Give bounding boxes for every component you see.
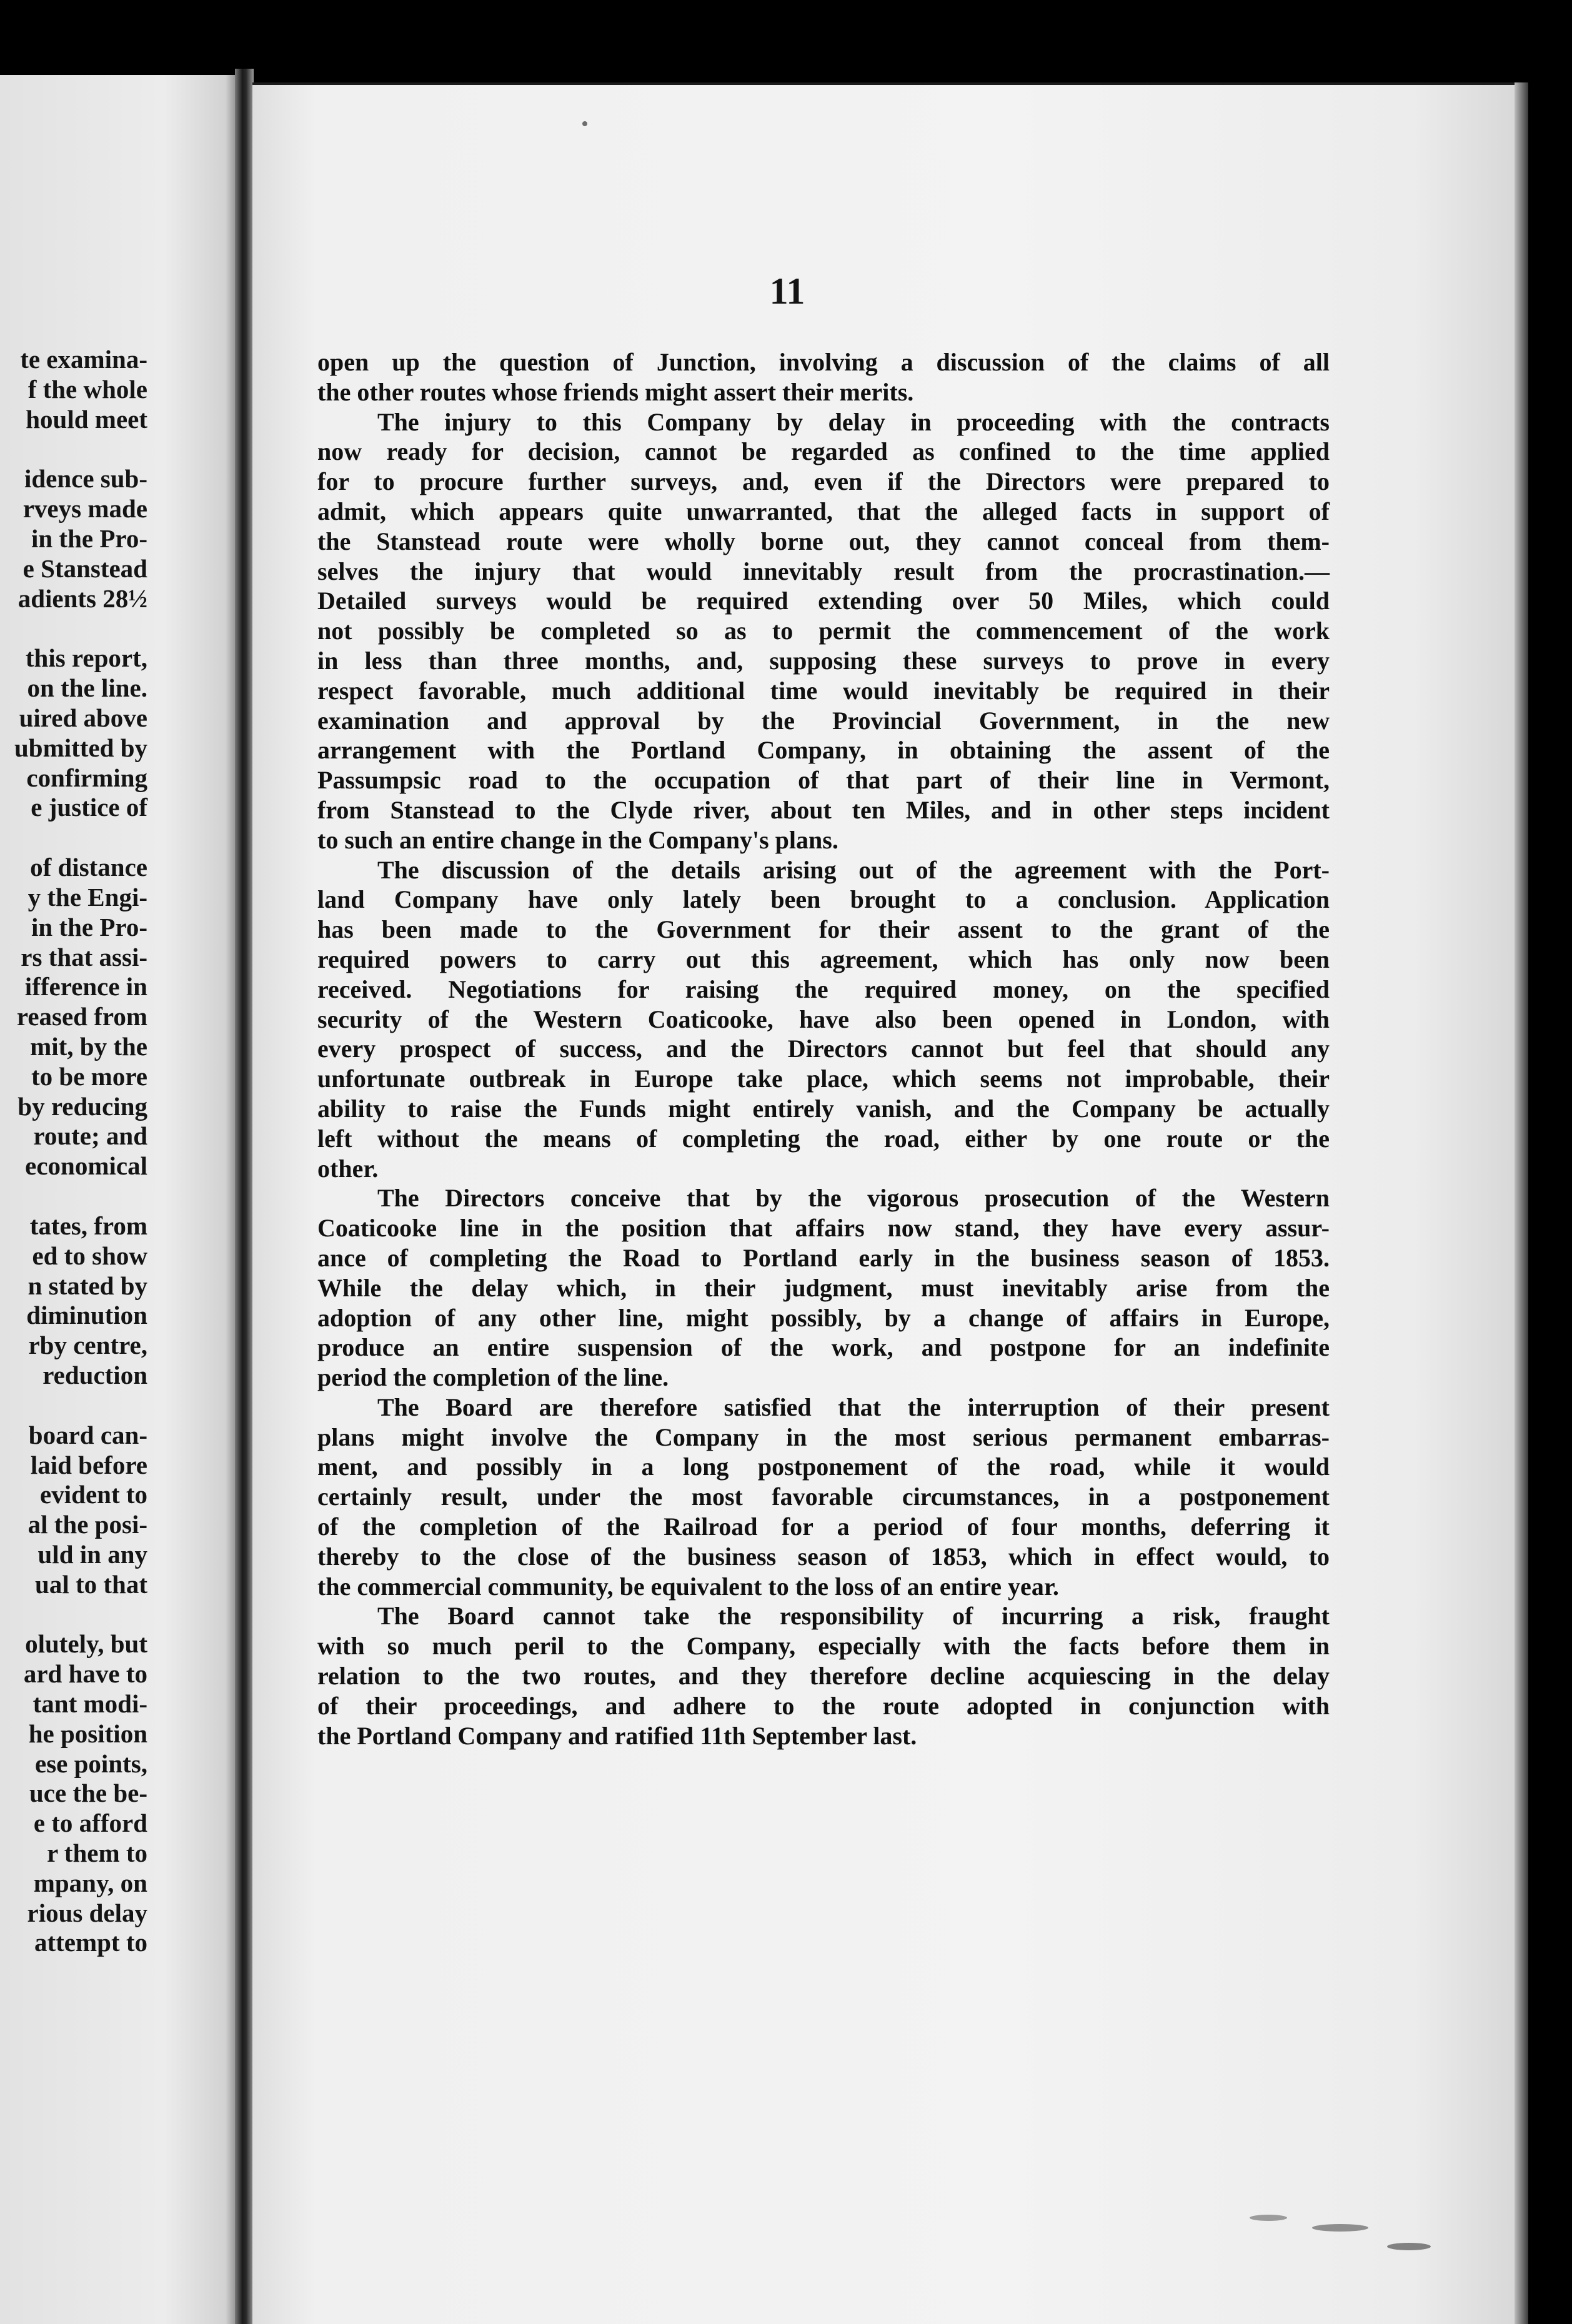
text-line: has been made to the Government for their assent to the grant of the: [317, 915, 1330, 944]
left-page-line: ubmitted by: [14, 733, 147, 762]
text-line: Passumpsic road to the occupation of that part of their line in Vermont,: [317, 766, 1330, 795]
paragraph-gap: [0, 1181, 147, 1211]
left-page-line: ed to show: [32, 1241, 147, 1270]
left-page-line: reduction: [42, 1360, 147, 1389]
left-page-line: e Stanstead: [22, 554, 147, 583]
left-page-line: reased from: [16, 1002, 147, 1031]
text-line: The Directors conceive that by the vigorous prosecution of the Western: [377, 1184, 1330, 1213]
text-line: selves the injury that would innevitably result from the procrastination.—: [317, 557, 1330, 585]
left-page-line: te examina-: [20, 345, 147, 374]
left-page-line: confirming: [26, 763, 147, 792]
text-line: required powers to carry out this agreement, which has only now been: [317, 945, 1330, 973]
left-page-line: economical: [25, 1151, 147, 1181]
text-line: The Board are therefore satisfied that the interruption of their present: [377, 1393, 1330, 1421]
left-page-line: in the Pro-: [31, 524, 147, 553]
ink-speck: [1548, 274, 1552, 281]
text-line: The Board cannot take the responsibility of incurring a risk, fraught: [377, 1602, 1330, 1631]
left-page-line: attempt to: [34, 1928, 147, 1957]
left-page-line: board can-: [28, 1420, 147, 1449]
left-page-line: evident to: [40, 1480, 147, 1509]
text-line: unfortunate outbreak in Europe take place, which seems not improbable, their: [317, 1065, 1330, 1093]
text-line: produce an entire suspension of the work, and postpone for an indefinite: [317, 1333, 1330, 1362]
text-line: examination and approval by the Provincial Government, in the new: [317, 706, 1330, 735]
left-page-line: tant modi-: [32, 1689, 147, 1719]
left-page-line: rs that assi-: [21, 942, 147, 971]
left-page-line: rveys made: [22, 494, 147, 524]
text-line: from Stanstead to the Clyde river, about ten Miles, and in other steps incident: [317, 795, 1330, 824]
text-line: the Portland Company and ratified 11th September last.: [317, 1721, 917, 1750]
text-line: respect favorable, much additional time would inevitably be required in their: [317, 676, 1330, 705]
left-page-line: olutely, but: [25, 1629, 147, 1659]
left-page-line: r them to: [47, 1839, 147, 1868]
text-line: ment, and possibly in a long postponement of the road, while it would: [317, 1452, 1330, 1481]
left-page-line: diminution: [26, 1301, 147, 1330]
text-line: ance of completing the Road to Portland early in the business season of 1853.: [317, 1243, 1330, 1272]
page-number: 11: [769, 271, 805, 312]
left-page-line: to be more: [31, 1061, 147, 1091]
paragraph: [317, 1183, 1330, 1393]
text-line: thereby to the close of the business season of 1853, which in effect would, to: [317, 1542, 1330, 1571]
left-page-line: e justice of: [31, 793, 147, 822]
left-page-line: idence sub-: [24, 464, 147, 494]
paragraph: [317, 855, 1330, 1184]
text-line: admit, which appears quite unwarranted, that the alleged facts in support of: [317, 497, 1330, 525]
text-line: security of the Western Coaticooke, have also been opened in London, with: [317, 1005, 1330, 1033]
text-line: now ready for decision, cannot be regarded as confined to the time applied: [317, 437, 1330, 466]
left-page-line: hould meet: [26, 404, 147, 434]
left-page-line: y the Engi-: [27, 882, 147, 911]
left-page-line: f the whole: [27, 374, 147, 404]
text-line: The discussion of the details arising out of the agreement with the Port-: [377, 855, 1330, 884]
left-page-line: laid before: [30, 1450, 147, 1479]
left-page-line: by reducing: [17, 1091, 147, 1121]
text-line: in less than three months, and, supposing these surveys to prove in every: [317, 646, 1330, 675]
paragraph-gap: [0, 613, 147, 643]
left-page-line: mpany, on: [33, 1868, 147, 1897]
text-line: other.: [317, 1154, 379, 1183]
text-line: period the completion of the line.: [317, 1363, 669, 1392]
left-page-line: n stated by: [27, 1271, 147, 1300]
paragraph: [317, 1393, 1330, 1602]
text-line: the commercial community, be equivalent to the loss of an entire year.: [317, 1572, 1059, 1601]
text-line: ability to raise the Funds might entirely vanish, and the Company be actually: [317, 1094, 1330, 1123]
left-page-line: ard have to: [23, 1659, 147, 1689]
left-page-line: this report,: [25, 643, 147, 673]
ink-speck: [582, 121, 587, 126]
left-page-line: ual to that: [35, 1569, 147, 1599]
text-line: received. Negotiations for raising the required money, on the specified: [317, 975, 1330, 1003]
left-page-line: rious delay: [27, 1898, 147, 1927]
left-page: [0, 75, 235, 2324]
text-line: of their proceedings, and adhere to the route adopted in conjunction with: [317, 1691, 1330, 1720]
paragraph-gap: [0, 434, 147, 464]
paragraph: [317, 407, 1330, 855]
text-line: arrangement with the Portland Company, in obtaining the assent of the: [317, 736, 1330, 765]
text-line: not possibly be completed so as to permit the commencement of the work: [317, 617, 1330, 645]
text-line: the other routes whose friends might assert their merits.: [317, 377, 914, 406]
left-page-line: route; and: [33, 1121, 147, 1151]
left-page-line: mit, by the: [30, 1031, 147, 1061]
text-line: relation to the two routes, and they therefore decline acquiescing in the delay: [317, 1662, 1330, 1691]
text-line: land Company have only lately been brought to a conclusion. Application: [317, 885, 1330, 914]
text-line: certainly result, under the most favorable circumstances, in a postponement: [317, 1482, 1330, 1511]
text-line: for to procure further surveys, and, even if the Directors were prepared to: [317, 467, 1330, 496]
left-page-line: adients 28½: [17, 583, 147, 613]
body-text: [317, 347, 1330, 1750]
left-page-line: uld in any: [37, 1539, 147, 1569]
paragraph-gap: [0, 1599, 147, 1629]
ink-speck: [1312, 2224, 1368, 2232]
paragraph-gap: [0, 1391, 147, 1421]
text-line: Detailed surveys would be required extending over 50 Miles, which could: [317, 587, 1330, 615]
text-line: plans might involve the Company in the most serious permanent embarras-: [317, 1423, 1330, 1451]
left-page-line: uired above: [19, 703, 147, 732]
left-page-line: ifference in: [24, 972, 147, 1001]
left-page-line: he position: [28, 1719, 147, 1748]
left-page-line: uce the be-: [29, 1779, 147, 1808]
paragraph: [317, 1601, 1330, 1750]
left-page-line: al the posi-: [27, 1510, 147, 1539]
text-line: Coaticooke line in the position that affairs now stand, they have every assur-: [317, 1214, 1330, 1243]
text-line: with so much peril to the Company, especially with the facts before them in: [317, 1632, 1330, 1661]
paragraph: [317, 347, 1330, 407]
text-line: adoption of any other line, might possibly, by a change of affairs in Europe,: [317, 1303, 1330, 1332]
text-line: every prospect of success, and the Directors cannot but feel that should any: [317, 1035, 1330, 1063]
left-page-line: ese points,: [35, 1749, 147, 1778]
text-line: open up the question of Junction, involving a discussion of the claims of all: [317, 348, 1330, 376]
text-line: the Stanstead route were wholly borne out, they cannot conceal from them-: [317, 527, 1330, 555]
left-page-line: on the line.: [27, 673, 147, 703]
left-page-line: tates, from: [29, 1211, 147, 1240]
left-page-text-fragments: [0, 345, 147, 1958]
text-line: While the delay which, in their judgment, must inevitably arise from the: [317, 1273, 1330, 1302]
paragraph-gap: [0, 823, 147, 853]
text-line: left without the means of completing the road, either by one route or the: [317, 1124, 1330, 1153]
left-page-line: in the Pro-: [31, 912, 147, 941]
ink-speck: [1387, 2243, 1431, 2250]
ink-speck: [1250, 2215, 1287, 2221]
text-line: of the completion of the Railroad for a period of four months, deferring it: [317, 1512, 1330, 1541]
left-page-line: rby centre,: [28, 1331, 147, 1360]
book-gutter: [235, 69, 254, 2324]
text-line: to such an entire change in the Company's plans.: [317, 825, 838, 854]
left-page-line: e to afford: [33, 1809, 147, 1838]
page-edge-shadow: [1515, 82, 1528, 2324]
left-page-line: of distance: [30, 853, 147, 882]
text-line: The injury to this Company by delay in proceeding with the contracts: [377, 407, 1330, 436]
